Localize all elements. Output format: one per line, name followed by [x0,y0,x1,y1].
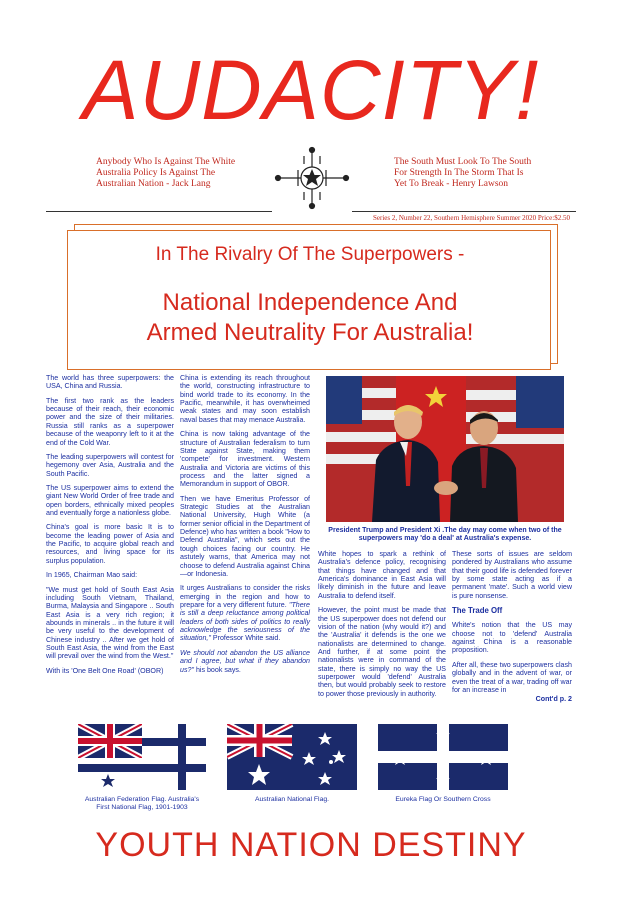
flag-caption-eureka: Eureka Flag Or Southern Cross [395,796,491,803]
paragraph: Then we have Emeritus Professor of Strategic Studies at the Australian National University, Hugh White (a former senior official in the Department of Defence) who has written a book "How to Defend Australia", which sets out the tough choices facing our country. He astutely warns, that America may not choose to defend Australia against China—or Indonesia. [180,494,310,578]
quote-henry-lawson [394,157,564,190]
paragraph [180,649,310,674]
headline-kicker: In The Rivalry Of The Superpowers - [155,244,465,265]
australian-federation-flag-icon [78,724,206,790]
australian-national-flag-icon [227,724,357,790]
headline-main [70,288,550,348]
issue-line: Series 2, Number 22, Southern Hemisphere Summer 2020 Price:$2.50 [373,214,570,222]
article-column-2 [180,374,310,680]
quote-line: Yet To Break - Henry Lawson [394,178,509,189]
quote-line: For Strength In The Storm That Is [394,167,524,178]
header-rule-left [46,211,272,212]
paragraph: The world has three superpowers: the USA, China and Russia. [46,374,174,391]
text-run: Professor White said. [210,634,281,643]
paragraph: After all, these two superpowers clash globally and in the advent of war, or even the treat of a war, trading off war for an increase in [452,660,572,694]
article-column-3 [318,550,446,704]
photo-trump-xi [326,376,564,522]
paragraph: White hopes to spark a rethink of Australia's defence policy, recognising that things have changed and that America's dominance in East Asia will likely diminish in the future and leave Australia to defend itself. [318,550,446,600]
quote-jack-lang [96,157,266,190]
quote-line: The South Must Look To The South [394,157,532,167]
caption-line: First National Flag, 1901-1903 [96,804,188,812]
paragraph: "We must get hold of South East Asia including South Vietnam, Thailand, Burma, Malaysia and Singapore .. South East Asia is a very rich region; it abounds in minerals .. in the future it will be very useful to the development of Chinese industry .. After we get hold of South East Asia, the wind from the East will prevail over the wind from the West." [46,585,174,661]
flag-caption-national: Australian National Flag. [254,796,330,803]
paragraph: China is now taking advantage of the structure of Australian federalism to turn State against State, making them 'compete' for investment. Western Australia and Victoria are victims of this process and the latter signed a Memorandum in support of OBOR. [180,430,310,489]
flag-caption-federation [62,796,222,813]
paragraph: The first two rank as the leaders because of their reach, their economic power and the size of their militaries. Russia still ranks as a superpower because of the weaponry left to it at the end of the Cold War. [46,396,174,447]
paragraph: China's goal is more basic It is to become the leading power of Asia and the Pacific, to acquire global reach and resources, and living space for its surplus population. [46,523,174,565]
paragraph: The leading superpowers will contest for hegemony over Asia, Australia and the South Pacific. [46,452,174,478]
quote-run: "There is still a deep reluctance among political leaders of both sides of politics to really acknowledge the seriousness of the situation," [180,600,310,643]
headline-main-line: National Independence And [162,289,458,316]
paragraph: China is extending its reach throughout the world, constructing infrastructure to bind world trade to its economy. In the Pacific, meanwhile, it has overwheimed weak states and may soon establish naval bases that may menace Australia. [180,374,310,424]
paragraph: In 1965, Chairman Mao said: [46,571,138,580]
paragraph: With its 'One Belt One Road' (OBOR) [46,666,164,675]
quote-run: We should not abandon the US alliance and I agree, but what if they abandon us?" [180,648,310,674]
subheading: The Trade Off [452,606,503,616]
article-column-4 [452,550,572,704]
header-rule-right [352,211,576,212]
continued-marker: Cont'd p. 2 [535,695,572,704]
masthead-title: AUDACITY! [82,43,540,137]
eureka-flag-icon [378,724,508,790]
emblem-icon [274,146,350,210]
caption-line: Australian Federation Flag. Australia's [84,796,200,803]
photo-trump-xi-handshake-icon [326,376,564,522]
quote-line: Australian Nation - Jack Lang [96,178,211,189]
headline-main-line: Armed Neutrality For Australia! [146,319,474,346]
paragraph: The US superpower aims to extend the giant New World Order of free trade and open borders, ethnically mixed peoples and eventually forge a nationless globe. [46,483,174,518]
quote-line: Anybody Who Is Against The White [96,157,236,167]
photo-caption: President Trump and President Xi .The day may come when two of the superpowers may 'do a deal' at Australia's expense. [328,527,562,543]
paragraph: White's notion that the US may choose not to 'defend' Australia against China is a reasonable proposition. [452,621,572,655]
footer-slogan: YOUTH NATION DESTINY [95,826,527,864]
paragraph: These sorts of issues are seldom pondered by Australians who assume that their good life is defended forever by some state acting as if a permanent 'mate'. Such a world view is pure nonsense. [452,550,572,600]
paragraph [180,584,310,643]
paragraph: However, the point must be made that the US superpower does not defend our vision of the nation (why would it?) and the 'Australia' it defends is the one we nationalists are determined to change. And further, if at some point the nationalists were in command of the state, there is simply no way the US superpower would 'defend' Australia then, but would probably seek to restore to power those previously in authority. [318,606,446,698]
text-run: It urges Australians to consider the risks emerging in the region and how to prepare for a very different future. [180,584,310,609]
text-run: his book says. [193,665,241,674]
article-column-1 [46,374,174,681]
quote-line: Australia Policy Is Against The [96,167,216,178]
